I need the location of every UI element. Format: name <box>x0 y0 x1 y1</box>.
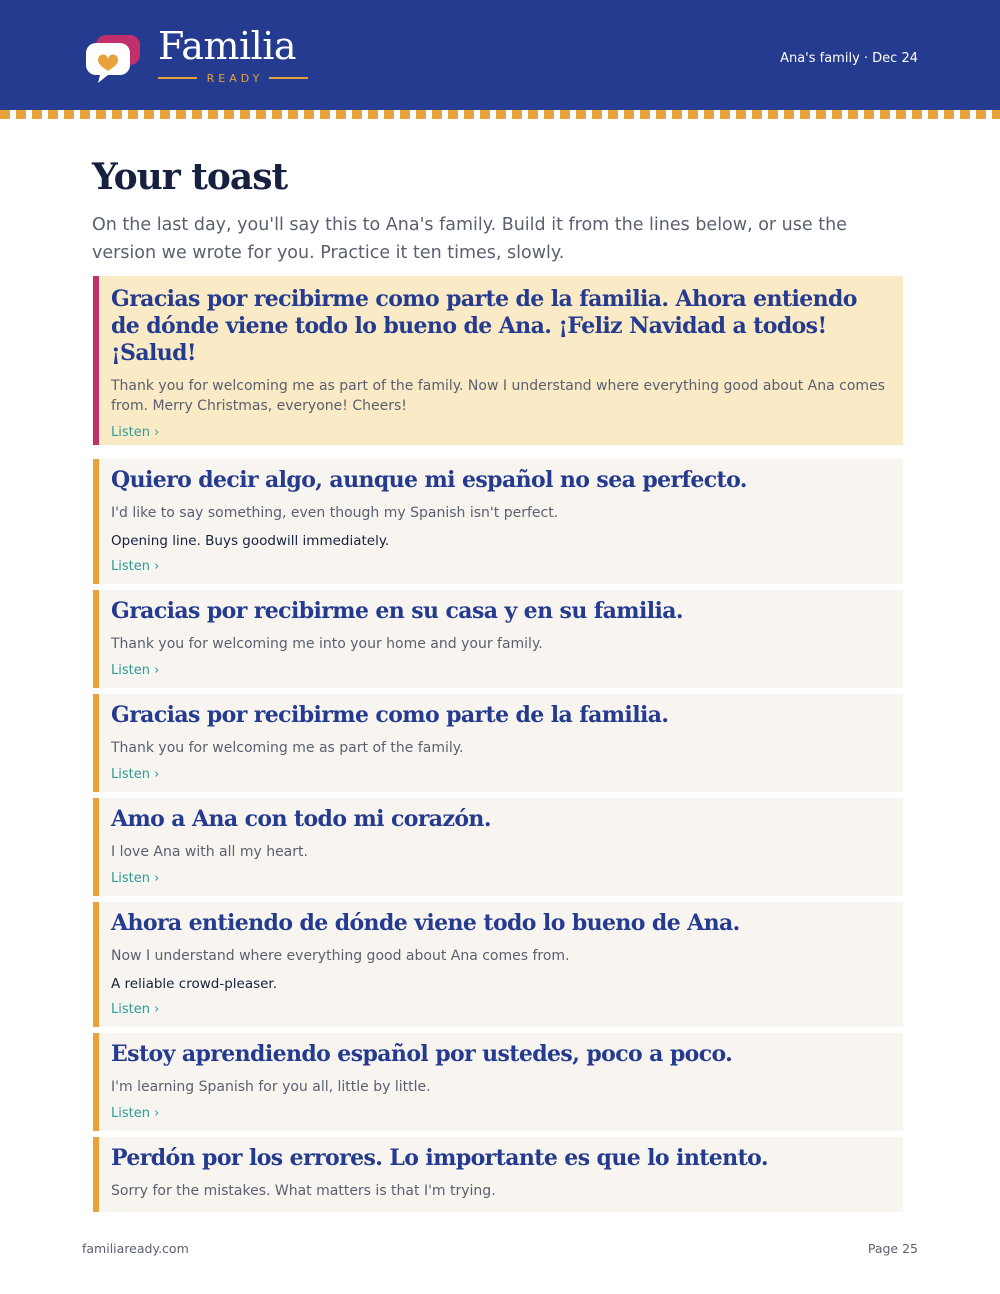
footer-page-number: Page 25 <box>867 1241 918 1256</box>
line-note: A reliable crowd-pleaser. <box>111 976 278 992</box>
dashed-divider <box>0 110 1000 119</box>
listen-link[interactable]: Listen › <box>111 767 160 782</box>
toast-lines-list <box>93 276 903 1218</box>
footer-site: familiaready.com <box>82 1241 189 1256</box>
line-english-text: Sorry for the mistakes. What matters is that I'm trying. <box>111 1183 496 1199</box>
tagline-rule-right <box>269 77 308 79</box>
brand-tagline <box>158 68 308 88</box>
line-spanish-text: Gracias por recibirme en su casa y en su familia. <box>111 598 683 624</box>
listen-link[interactable]: Listen › <box>111 425 160 440</box>
featured-spanish-text: Gracias por recibirme como parte de la familia. Ahora entiendo de dónde viene todo lo bueno de Ana. ¡Feliz Navidad a todos! ¡Salud! <box>111 286 857 366</box>
toast-line-card <box>93 459 903 584</box>
line-english-text: I'm learning Spanish for you all, little by little. <box>111 1079 431 1095</box>
listen-link[interactable]: Listen › <box>111 1002 160 1017</box>
brand-logo <box>158 24 308 88</box>
listen-link[interactable]: Listen › <box>111 663 160 678</box>
brand-name: Familia <box>158 24 297 68</box>
header-meta: Ana's family · Dec 24 <box>780 51 918 66</box>
line-note: Opening line. Buys goodwill immediately. <box>111 533 390 549</box>
line-spanish-text: Perdón por los errores. Lo importante es que lo intento. <box>111 1145 768 1171</box>
page-header <box>0 0 1000 110</box>
line-english-text: Thank you for welcoming me as part of the family. <box>111 740 464 756</box>
line-spanish-text: Estoy aprendiendo español por ustedes, poco a poco. <box>111 1041 733 1067</box>
line-spanish-text: Amo a Ana con todo mi corazón. <box>111 806 491 832</box>
toast-line-card <box>93 694 903 792</box>
featured-english-text: Thank you for welcoming me as part of the family. Now I understand where everything good about Ana comes from. Merry Christmas, everyone! Cheers! <box>111 378 885 414</box>
line-spanish-text: Ahora entiendo de dónde viene todo lo bueno de Ana. <box>111 910 740 936</box>
featured-toast-card <box>93 276 903 445</box>
toast-line-card <box>93 590 903 688</box>
page-title: Your toast <box>92 156 288 198</box>
listen-link[interactable]: Listen › <box>111 871 160 886</box>
line-spanish-text: Gracias por recibirme como parte de la familia. <box>111 702 669 728</box>
listen-link[interactable]: Listen › <box>111 559 160 574</box>
line-english-text: Thank you for welcoming me into your home and your family. <box>111 636 543 652</box>
toast-line-card <box>93 1033 903 1131</box>
line-spanish-text: Quiero decir algo, aunque mi español no sea perfecto. <box>111 467 747 493</box>
toast-line-card <box>93 902 903 1027</box>
heart-speech-bubble-icon <box>86 31 140 83</box>
listen-link[interactable]: Listen › <box>111 1106 160 1121</box>
line-english-text: I'd like to say something, even though my Spanish isn't perfect. <box>111 505 559 521</box>
page-intro: On the last day, you'll say this to Ana's family. Build it from the lines below, or use the version we wrote for you. Practice it ten times, slowly. <box>92 215 847 263</box>
toast-line-card <box>93 798 903 896</box>
line-english-text: Now I understand where everything good about Ana comes from. <box>111 948 570 964</box>
line-english-text: I love Ana with all my heart. <box>111 844 308 860</box>
toast-line-card <box>93 1137 903 1212</box>
tagline-rule-left <box>158 77 197 79</box>
tagline-word: READY <box>206 71 264 85</box>
